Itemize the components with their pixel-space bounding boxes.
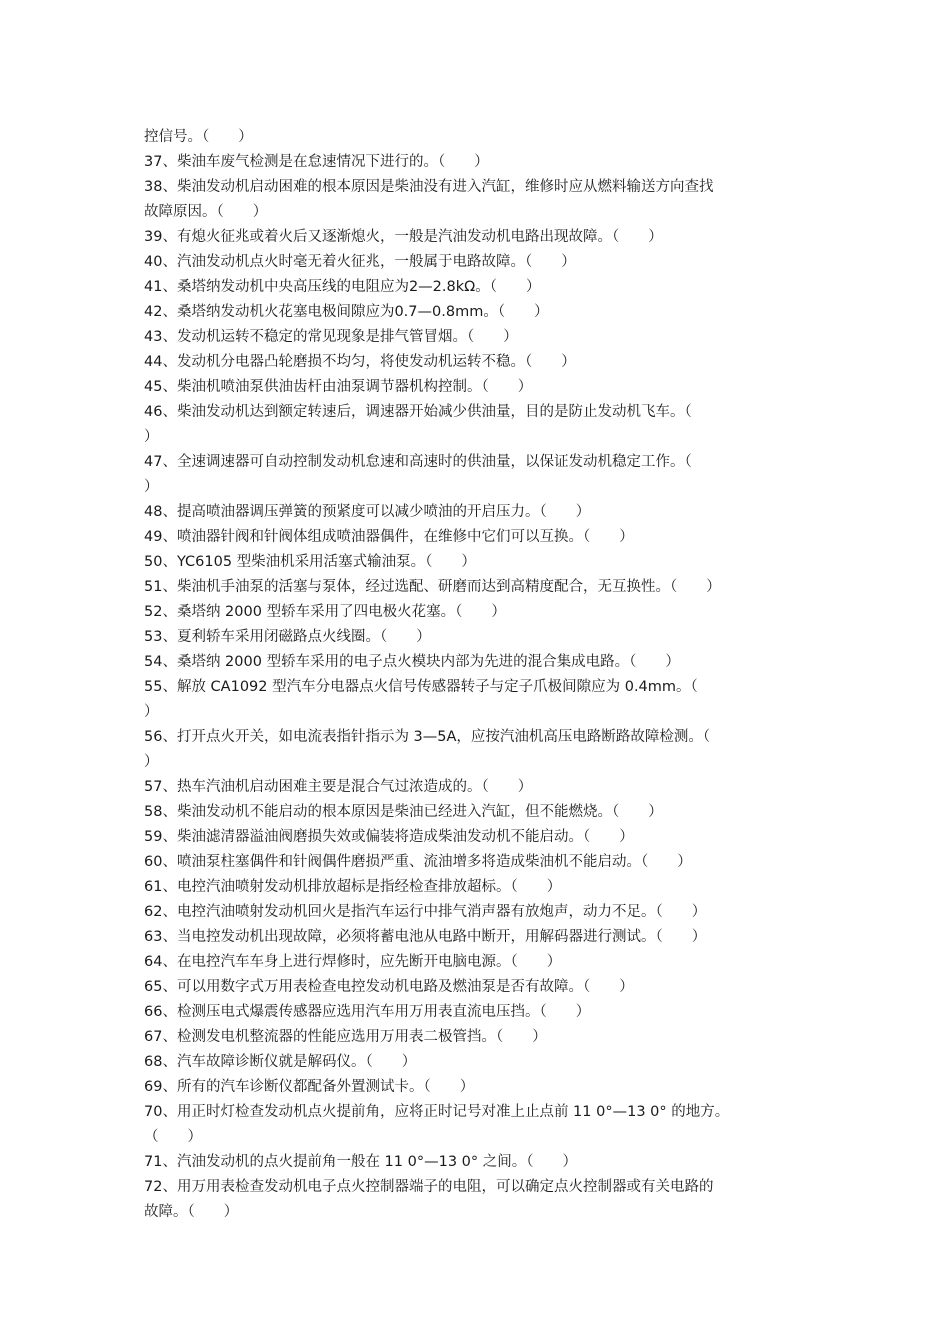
text-line: 72、用万用表检查发动机电子点火控制器端子的电阻，可以确定点火控制器或有关电路的 [144, 1179, 714, 1195]
text-line: 48、提高喷油器调压弹簧的预紧度可以减少喷油的开启压力。（ ） [144, 504, 591, 520]
text-line: 60、喷油泵柱塞偶件和针阀偶件磨损严重、流油增多将造成柴油机不能启动。（ ） [144, 854, 692, 870]
text-line: 68、汽车故障诊断仪就是解码仪。（ ） [144, 1054, 417, 1070]
text-line: 44、发动机分电器凸轮磨损不均匀，将使发动机运转不稳。（ ） [144, 354, 576, 370]
text-line: 42、桑塔纳发动机火花塞电极间隙应为0.7—0.8mm。（ ） [144, 304, 549, 320]
text-line: 63、当电控发动机出现故障，必须将蓄电池从电路中断开，用解码器进行测试。（ ） [144, 929, 707, 945]
text-line: ） [144, 754, 159, 770]
text-line: 71、汽油发动机的点火提前角一般在 11 0°—13 0° 之间。（ ） [144, 1154, 577, 1170]
text-line: 39、有熄火征兆或着火后又逐渐熄火，一般是汽油发动机电路出现故障。（ ） [144, 229, 663, 245]
text-line: 70、用正时灯检查发动机点火提前角，应将正时记号对准上止点前 11 0°—13 0° 的地方。 [144, 1104, 730, 1120]
text-line: 49、喷油器针阀和针阀体组成喷油器偶件，在维修中它们可以互换。（ ） [144, 529, 634, 545]
text-line: 故障。（ ） [144, 1204, 239, 1220]
text-line: 51、柴油机手油泵的活塞与泵体，经过选配、研磨而达到高精度配合，无互换性。（ ） [144, 579, 721, 595]
text-line: 45、柴油机喷油泵供油齿杆由油泵调节器机构控制。（ ） [144, 379, 533, 395]
text-line: 故障原因。（ ） [144, 204, 268, 220]
text-line: 37、柴油车废气检测是在怠速情况下进行的。（ ） [144, 154, 489, 170]
text-line: 58、柴油发动机不能启动的根本原因是柴油已经进入汽缸，但不能燃烧。（ ） [144, 804, 663, 820]
text-line: 65、可以用数字式万用表检查电控发动机电路及燃油泵是否有故障。（ ） [144, 979, 634, 995]
text-line: 46、柴油发动机达到额定转速后，调速器开始减少供油量，目的是防止发动机飞车。（ [144, 404, 692, 420]
text-line: 69、所有的汽车诊断仪都配备外置测试卡。（ ） [144, 1079, 475, 1095]
text-line: 53、夏利轿车采用闭磁路点火线圈。（ ） [144, 629, 431, 645]
text-line: 57、热车汽油机启动困难主要是混合气过浓造成的。（ ） [144, 779, 533, 795]
text-line: 52、桑塔纳 2000 型轿车采用了四电极火花塞。（ ） [144, 604, 506, 620]
text-line: 67、检测发电机整流器的性能应选用万用表二极管挡。（ ） [144, 1029, 547, 1045]
text-line: 64、在电控汽车车身上进行焊修时，应先断开电脑电源。（ ） [144, 954, 562, 970]
text-line: ） [144, 704, 159, 720]
text-line: 55、解放 CA1092 型汽车分电器点火信号传感器转子与定子爪极间隙应为 0.4mm。（ [144, 679, 698, 695]
text-line: 59、柴油滤清器溢油阀磨损失效或偏装将造成柴油发动机不能启动。（ ） [144, 829, 634, 845]
text-line: 66、检测压电式爆震传感器应选用汽车用万用表直流电压挡。（ ） [144, 1004, 591, 1020]
text-line: 61、电控汽油喷射发动机排放超标是指经检查排放超标。（ ） [144, 879, 562, 895]
document-body [144, 125, 814, 1225]
text-line: 40、汽油发动机点火时毫无着火征兆，一般属于电路故障。（ ） [144, 254, 576, 270]
text-line: ） [144, 429, 159, 445]
text-line: 56、打开点火开关，如电流表指针指示为 3—5A，应按汽油机高压电路断路故障检测。（ [144, 729, 711, 745]
text-line: 43、发动机运转不稳定的常见现象是排气管冒烟。（ ） [144, 329, 518, 345]
text-line: 54、桑塔纳 2000 型轿车采用的电子点火模块内部为先进的混合集成电路。（ ） [144, 654, 680, 670]
text-line: 控信号。（ ） [144, 129, 253, 145]
text-line: 47、全速调速器可自动控制发动机怠速和高速时的供油量，以保证发动机稳定工作。（ [144, 454, 692, 470]
text-line: （ ） [144, 1129, 202, 1145]
text-line: 41、桑塔纳发动机中央高压线的电阻应为2—2.8kΩ。（ ） [144, 279, 541, 295]
text-line: 62、电控汽油喷射发动机回火是指汽车运行中排气消声器有放炮声，动力不足。（ ） [144, 904, 707, 920]
text-line: 38、柴油发动机启动困难的根本原因是柴油没有进入汽缸，维修时应从燃料输送方向查找 [144, 179, 714, 195]
text-line: 50、YC6105 型柴油机采用活塞式输油泵。（ ） [144, 554, 476, 570]
text-line: ） [144, 479, 159, 495]
